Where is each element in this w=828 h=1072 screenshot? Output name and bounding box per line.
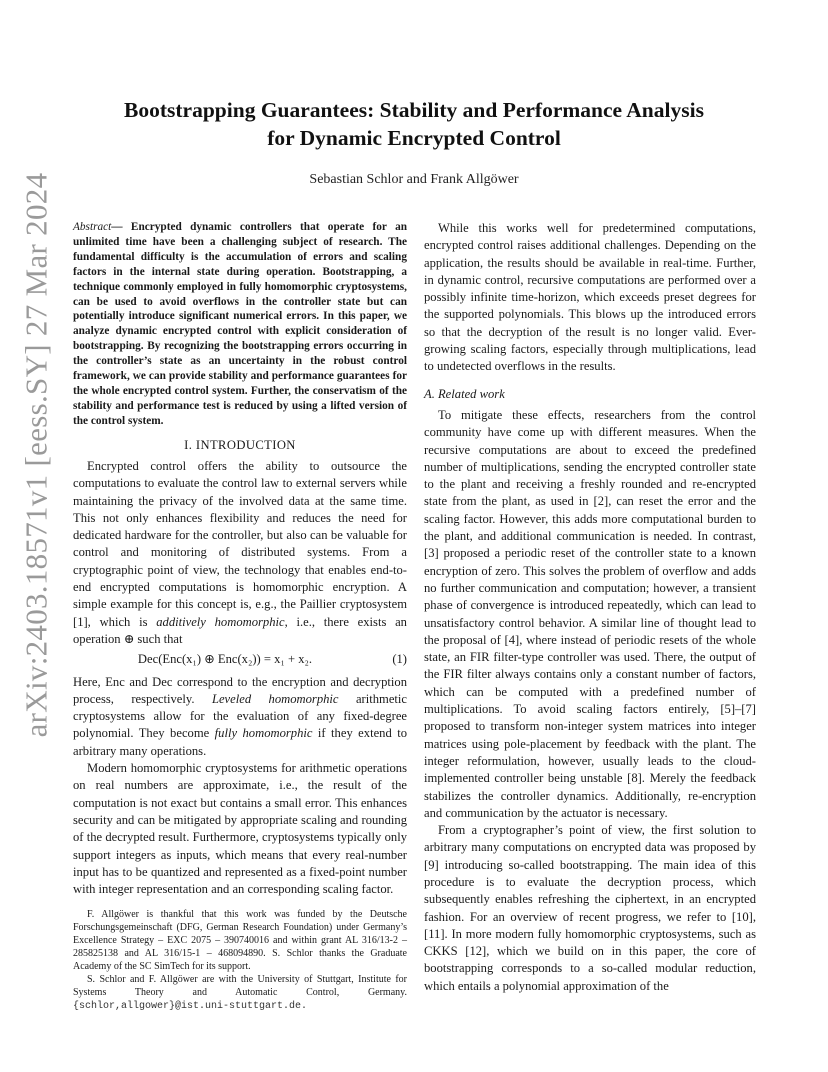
footnotes [73, 908, 407, 1013]
intro-p2-emphasis-2: fully homomorphic [214, 726, 313, 741]
intro-p1-emphasis: additively homomorphic [156, 614, 285, 629]
intro-paragraph-2 [73, 674, 407, 760]
intro-p2-emphasis-1: Leveled homomorphic [211, 691, 339, 706]
paper-title [80, 96, 748, 152]
authors: Sebastian Schlor and Frank Allgöwer [309, 172, 519, 187]
title-line-2: for Dynamic Encrypted Control [267, 126, 561, 150]
subsection-heading-related-work: A. Related work [424, 386, 505, 401]
intro-p2-text-c: if they extend to arbitrary many operations. [73, 726, 407, 758]
right-paragraph-3: From a cryptographer’s point of view, the first solution to arbitrary many computations on encrypted data was proposed by [9] introducing so-called bootstrapping. The main idea of this procedure is to evaluate the decryption process, which subsequently enables refreshing the ciphertext, in an encrypted fashion. For an overview of recent progress, we refer to [10], [11]. In more modern fully homomorphic cryptosystems, such as CKKS [12], which we build on in this paper, the core of bootstrapping corresponds to a so-called modular reduction, which entails a polynomial approximation of the [424, 823, 756, 993]
footnote-affiliation-text: S. Schlor and F. Allgöwer are with the University of Stuttgart, Institute for Systems Theory and Automatic Control, Germany. [73, 974, 407, 999]
intro-p1-text-b: , i.e., there exists an operation ⊕ such that [73, 614, 407, 646]
equation-1 [73, 651, 407, 668]
abstract-text: — Encrypted dynamic controllers that operate for an unlimited time have been a challenging subject of research. The fundamental difficulty is the accumulation of errors and scaling factors in the internal state during operation. Bootstrapping, a technique commonly employed in fully homomorphic cryptosystems, can be used to avoid overflows in the controller state but can potentially introduce significant numerical errors. In this paper, we analyze dynamic encrypted control with explicit consideration of bootstrapping. By recognizing the bootstrapping errors occurring in the controller’s state as an uncertainty in the robust control framework, we can provide stability and performance guarantees for the whole encrypted control system. Further, the conservatism of the stability and performance test is reduced by using a lifted version of the control system. [73, 221, 407, 427]
abstract [73, 220, 407, 429]
equation-number: (1) [392, 652, 407, 667]
section-heading-introduction: I. INTRODUCTION [184, 437, 296, 452]
right-paragraph-1: While this works well for predetermined computations, encrypted control raises additional challenges. Depending on the application, the results should be available in real-time. Further, in dynamic control, recursive computations are performed over a possibly infinite time-horizon, which exceeds preset degrees for the supported polynomials. This blows up the introduced errors so that the decryption of the result is no longer valid. Ever-growing scaling factors, especially through multiplications, lead to undetected overflows in the results. [424, 221, 756, 374]
intro-p2-text-a: Here, Enc and Dec correspond to the encryption and decryption process, respectively. [73, 674, 407, 706]
title-line-1: Bootstrapping Guarantees: Stability and Performance Analysis [124, 98, 704, 122]
equation-body: Dec(Enc(x₁) ⊕ Enc(x₂)) = x₁ + x₂. [137, 652, 313, 667]
left-column [73, 220, 407, 1013]
intro-paragraph-3: Modern homomorphic cryptosystems for arithmetic operations on real numbers are approximate, i.e., the result of the computation is not exact but contains a small error. This enhances security and can be mitigated by appropriate scaling and rounding of the decrypted result. Furthermore, cryptosystems typically only support integers as inputs, which means that every real-number input has to be quantized and represented as a fixed-point number with integer representation and an corresponding scaling factor. [73, 761, 407, 897]
intro-p1-text-a: Encrypted control offers the ability to outsource the computations to evaluate the control law to external servers while maintaining the privacy of the involved data at the same time. This not only enhances flexibility and reduces the need for dedicated hardware for the controller, but also can be valuable for control and monitoring of distributed systems. From a cryptographic point of view, the technology that enables end-to-end encrypted computations is homomorphic encryption. A simple example for this concept is, e.g., the Paillier cryptosystem [1], which is [73, 458, 407, 629]
right-column [424, 220, 756, 995]
author-email-link[interactable]: {schlor,allgower}@ist.uni-stuttgart.de. [73, 1001, 308, 1013]
abstract-label: Abstract [73, 221, 112, 233]
arxiv-stamp [14, 172, 58, 738]
right-paragraph-2: To mitigate these effects, researchers from the control community have come up with different measures. When the recursive computations are about to exceed the predefined number of multiplications, sending the encrypted controller state to the plant and receiving a freshly rounded and re-encrypted state from the plant, as used in [2], can reset the error and the scaling factor. However, this adds more computational burden to the plant, and additional communication is needed. In contrast, [3] proposed a periodic reset of the controller state to a known encryption of zero. This solves the problem of overflow and adds no further communication and computation; however, a transient phase of convergence is introduced repeatedly, which can lead to unsatisfactory control behavior. A similar line of thought lead to the proposal of [4], where instead of periodic resets of the whole state, an FIR filter-type controller was used. There, the output of the FIR filter always contains only a constant number of factors, which can be computed with a predefined number of multiplications. To avoid scaling factors entirely, [5]–[7] proposed to transform non-integer system matrices into integer matrices using pole-placement by feedback with the plant. The integer reformulation, however, usually leads to the cloud-implemented controller being unstable [8]. Merely the feedback stabilizes the controller dynamics. Additionally, re-encryption and communication by the actuator is necessary. [424, 407, 756, 820]
intro-p2-text-b: arithmetic cryptosystems allow for the evaluation of any fixed-degree polynomial. They become [73, 691, 407, 741]
footnote-affiliation [73, 973, 407, 1013]
intro-paragraph-1 [73, 458, 407, 648]
footnote-funding: F. Allgöwer is thankful that this work was funded by the Deutsche Forschungsgemeinschaft (DFG, German Research Foundation) under Germany’s Excellence Strategy – EXC 2075 – 390740016 and within grant AL 316/13-2 – 285825138 and AL 316/15-1 – 468094890. S. Schlor thanks the Graduate Academy of the SC SimTech for its support. [73, 909, 407, 973]
arxiv-stamp-text: arXiv:2403.18571v1 [eess.SY] 27 Mar 2024 [18, 172, 54, 738]
